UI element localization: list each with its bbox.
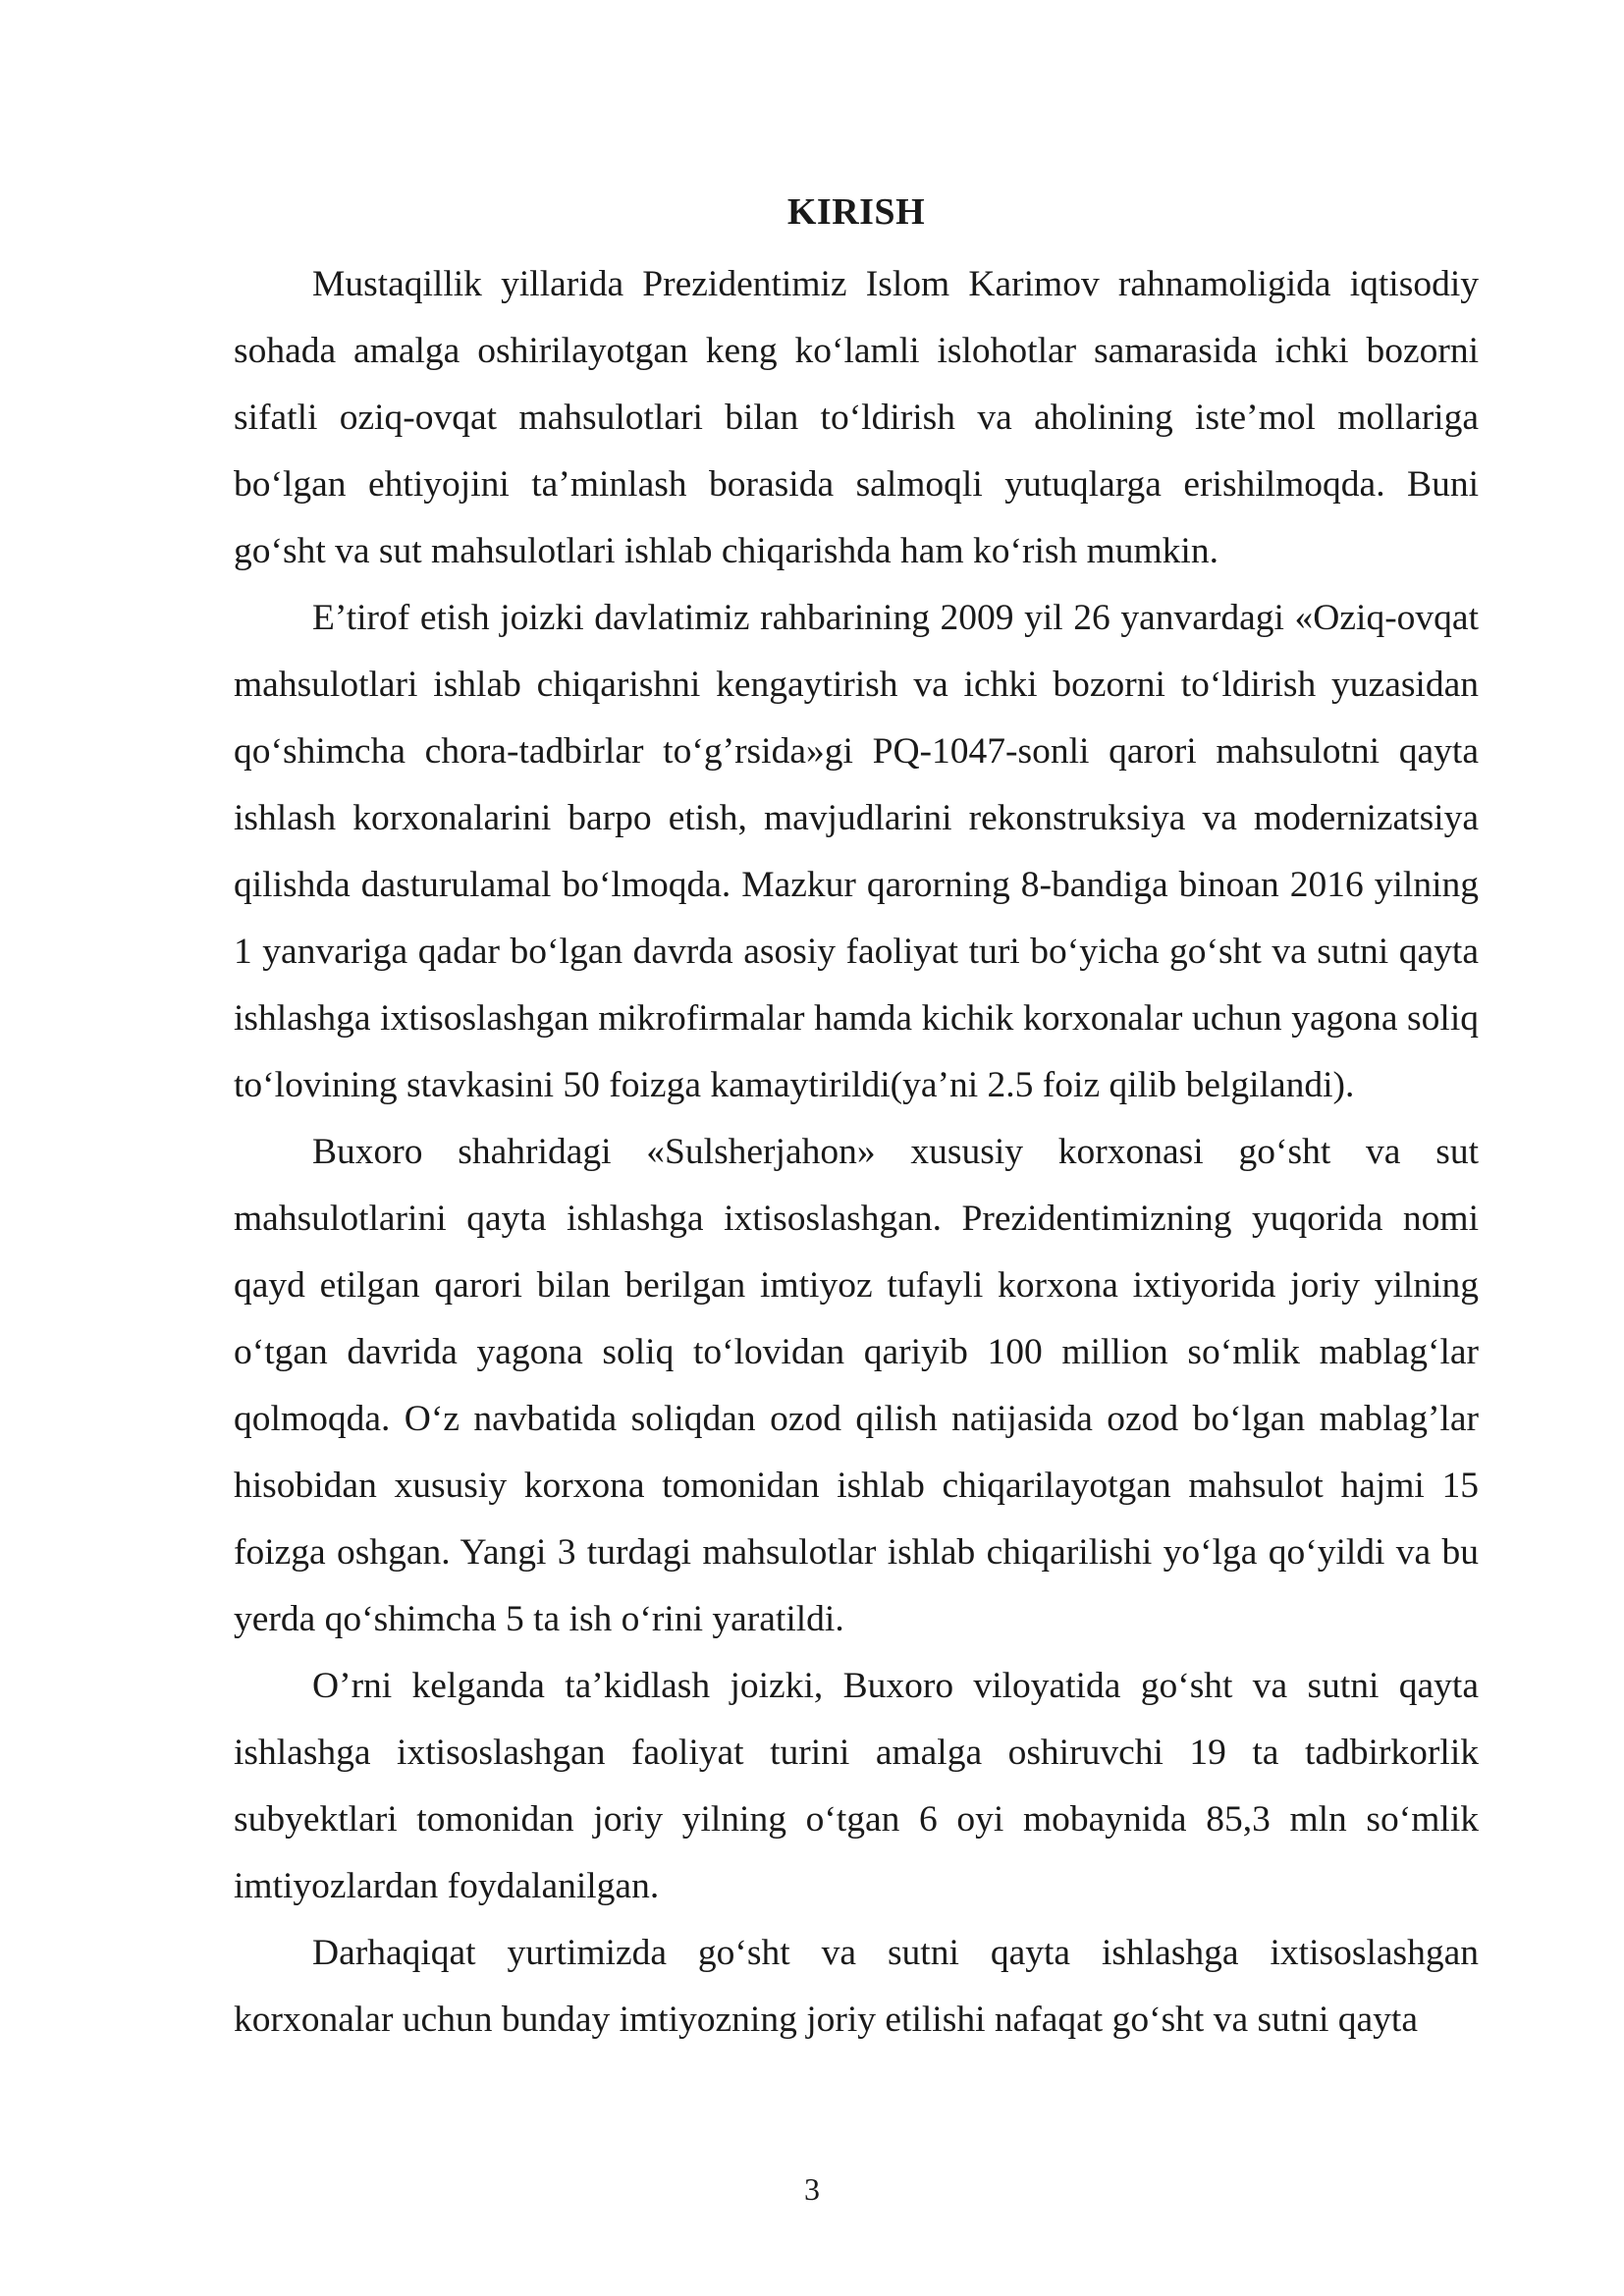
paragraph-1: Mustaqillik yillarida Prezidentimiz Islom Karimov rahnamoligida iqtisodiy sohada amalga oshirilayotgan keng ko‘lamli islohotlar samarasida ichki bozorni sifatli oziq-ovqat mahsulotlari bilan to‘ldirish va aholining iste’mol mollariga bo‘lgan ehtiyojini ta’minlash borasida salmoqli yutuqlarga erishilmoqda. Buni go‘sht va sut mahsulotlari ishlab chiqarishda ham ko‘rish mumkin.	[234, 264, 1479, 571]
page-title: KIRISH	[786, 191, 926, 233]
paragraph-5: Darhaqiqat yurtimizda go‘sht va sutni qayta ishlashga ixtisoslashgan korxonalar uchun bunday imtiyozning joriy etilishi nafaqat go‘sht va sutni qayta	[234, 1933, 1479, 2040]
paragraph-4: O’rni kelganda ta’kidlash joizki, Buxoro viloyatida go‘sht va sutni qayta ishlashga ixtisoslashgan faoliyat turini amalga oshiruvchi 19 ta tadbirkorlik subyektlari tomonidan joriy yilning o‘tgan 6 oyi mobaynida 85,3 mln so‘mlik imtiyozlardan foydalanilgan.	[234, 1666, 1479, 1906]
document-page	[234, 187, 1479, 2054]
paragraph-3: Buxoro shahridagi «Sulsherjahon» xususiy korxonasi go‘sht va sut mahsulotlarini qayta ishlashga ixtisoslashgan. Prezidentimizning yuqorida nomi qayd etilgan qarori bilan berilgan imtiyoz tufayli korxona ixtiyorida joriy yilning o‘tgan davrida yagona soliq to‘lovidan qariyib 100 million so‘mlik mablag‘lar qolmoqda. O‘z navbatida soliqdan ozod qilish natijasida ozod bo‘lgan mablag’lar hisobidan xususiy korxona tomonidan ishlab chiqarilayotgan mahsulot hajmi 15 foizga oshgan. Yangi 3 turdagi mahsulotlar ishlab chiqarilishi yo‘lga qo‘yildi va bu yerda qo‘shimcha 5 ta ish o‘rini yaratildi.	[234, 1132, 1479, 1639]
page-number: 3	[804, 2171, 820, 2207]
paragraph-2: E’tirof etish joizki davlatimiz rahbarining 2009 yil 26 yanvardagi «Oziq-ovqat mahsulotlari ishlab chiqarishni kengaytirish va ichki bozorni to‘ldirish yuzasidan qo‘shimcha chora-tadbirlar to‘g’rsida»gi PQ-1047-sonli qarori mahsulotni qayta ishlash korxonalarini barpo etish, mavjudlarini rekonstruksiya va modernizatsiya qilishda dasturulamal bo‘lmoqda. Mazkur qarorning 8-bandiga binoan 2016 yilning 1 yanvariga qadar bo‘lgan davrda asosiy faoliyat turi bo‘yicha go‘sht va sutni qayta ishlashga ixtisoslashgan mikrofirmalar hamda kichik korxonalar uchun yagona soliq to‘lovining stavkasini 50 foizga kamaytirildi(ya’ni 2.5 foiz qilib belgilandi).	[234, 598, 1479, 1105]
